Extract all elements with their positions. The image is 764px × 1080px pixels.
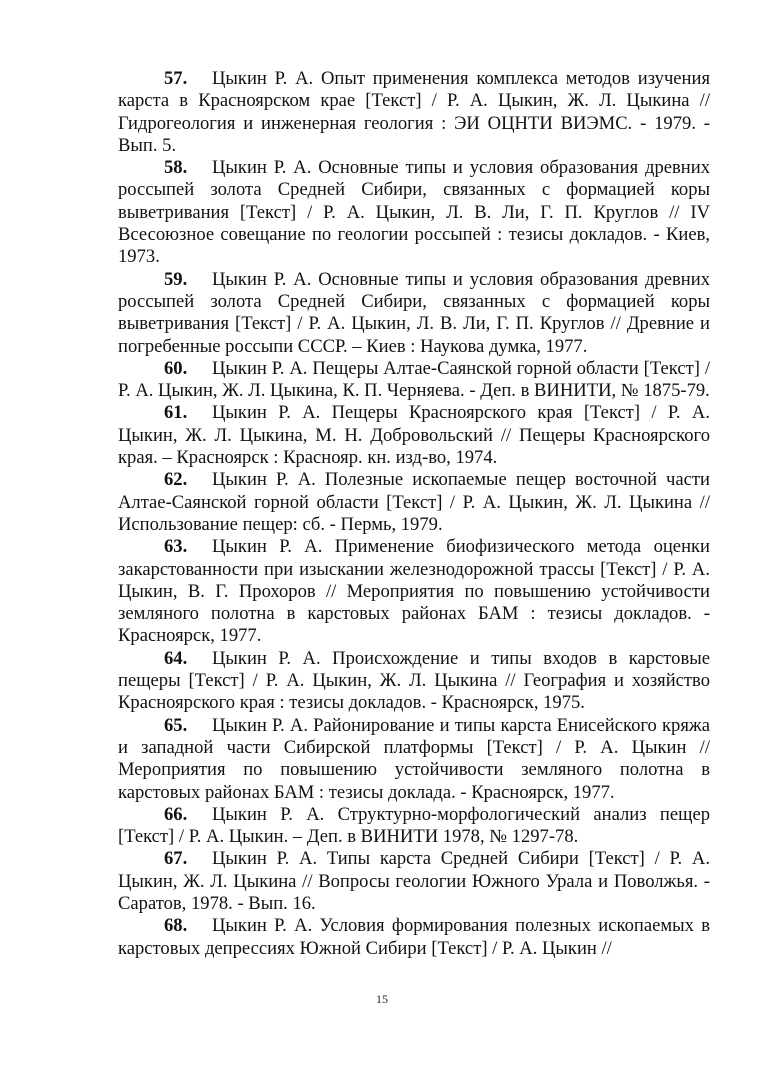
entry-text: Цыкин Р. А. Структурно-морфологический анализ пещер [Текст] / Р. А. Цыкин. – Деп. в ВИНИТИ 1978, № 1297-78.	[118, 803, 710, 848]
entry-number: 58.	[164, 157, 188, 179]
bibliography-entry-63	[118, 536, 710, 647]
entry-number: 62.	[164, 469, 188, 491]
entry-text: Цыкин Р. А. Полезные ископаемые пещер восточной части Алтае-Саянской горной области [Текст] / Р. А. Цыкин, Ж. Л. Цыкина // Использование пещер: сб. - Пермь, 1979.	[118, 469, 710, 535]
entry-number: 63.	[164, 536, 188, 558]
bibliography-entry-61	[118, 402, 710, 469]
bibliography-entry-59	[118, 269, 710, 358]
entry-number: 60.	[164, 357, 188, 379]
bibliography-entry-57	[118, 68, 710, 157]
entry-number: 57.	[164, 68, 188, 89]
bibliography-page	[118, 68, 710, 960]
entry-text: Цыкин Р. А. Применение биофизического метода оценки закарстованности при изыскании железнодорожной трассы [Текст] / Р. А. Цыкин, В. Г. Прохоров // Мероприятия по повышению устойчивости земляного полотна в карстовых районах БАМ : тезисы докладов. - Красноярск, 1977.	[118, 536, 710, 647]
entry-text: Цыкин Р. А. Основные типы и условия образования древних россыпей золота Средней Сибири, связанных с формацией коры выветривания [Текст] / Р. А. Цыкин, Л. В. Ли, Г. П. Круглов // IV Всесоюзное совещание по геологии россыпей : тезисы докладов. - Киев, 1973.	[118, 157, 710, 268]
entry-number: 67.	[164, 848, 188, 870]
entry-text: Цыкин Р. А. Пещеры Алтае-Саянской горной области [Текст] / Р. А. Цыкин, Ж. Л. Цыкина, К. П. Черняева. - Деп. в ВИНИТИ, № 1875-79.	[118, 357, 710, 402]
entry-number: 61.	[164, 402, 188, 424]
entry-number: 59.	[164, 268, 188, 290]
bibliography-entry-66	[118, 804, 710, 849]
entry-text: Цыкин Р. А. Районирование и типы карста Енисейского кряжа и западной части Сибирской платформы [Текст] / Р. А. Цыкин // Мероприятия по повышению устойчивости земляного полотна в карстовых районах БАМ : тезисы доклада. - Красноярск, 1977.	[118, 714, 710, 803]
entry-number: 68.	[164, 915, 188, 937]
bibliography-entry-65	[118, 715, 710, 804]
bibliography-entry-67	[118, 848, 710, 915]
bibliography-entry-60	[118, 358, 710, 403]
bibliography-entry-68	[118, 915, 710, 960]
entry-number: 65.	[164, 714, 188, 736]
entry-number: 64.	[164, 647, 188, 669]
bibliography-entry-58	[118, 157, 710, 268]
entry-text: Цыкин Р. А. Пещеры Красноярского края [Текст] / Р. А. Цыкин, Ж. Л. Цыкина, М. Н. Добровольский // Пещеры Красноярского края. – Красноярск : Краснояр. кн. изд-во, 1974.	[118, 402, 710, 469]
entry-text: Цыкин Р. А. Опыт применения комплекса методов изучения карста в Красноярском крае [Текст] / Р. А. Цыкин, Ж. Л. Цыкина // Гидрогеология и инженерная геология : ЭИ ОЦНТИ ВИЭМС. - 1979. - Вып. 5.	[118, 68, 710, 156]
bibliography-entry-64	[118, 648, 710, 715]
page-number: 15	[376, 992, 388, 1006]
entry-text: Цыкин Р. А. Условия формирования полезных ископаемых в карстовых депрессиях Южной Сибири [Текст] / Р. А. Цыкин //	[118, 915, 710, 959]
bibliography-entry-62	[118, 469, 710, 536]
entry-text: Цыкин Р. А. Происхождение и типы входов в карстовые пещеры [Текст] / Р. А. Цыкин, Ж. Л. Цыкина // География и хозяйство Красноярского края : тезисы докладов. - Красноярск, 1975.	[118, 647, 710, 714]
entry-number: 66.	[164, 803, 188, 825]
entry-text: Цыкин Р. А. Основные типы и условия образования древних россыпей золота Средней Сибири, связанных с формацией коры выветривания [Текст] / Р. А. Цыкин, Л. В. Ли, Г. П. Круглов // Древние и погребенные россыпи СССР. – Киев : Наукова думка, 1977.	[118, 268, 710, 357]
entry-text: Цыкин Р. А. Типы карста Средней Сибири [Текст] / Р. А. Цыкин, Ж. Л. Цыкина // Вопросы геологии Южного Урала и Поволжья. - Саратов, 1978. - Вып. 16.	[118, 848, 710, 914]
